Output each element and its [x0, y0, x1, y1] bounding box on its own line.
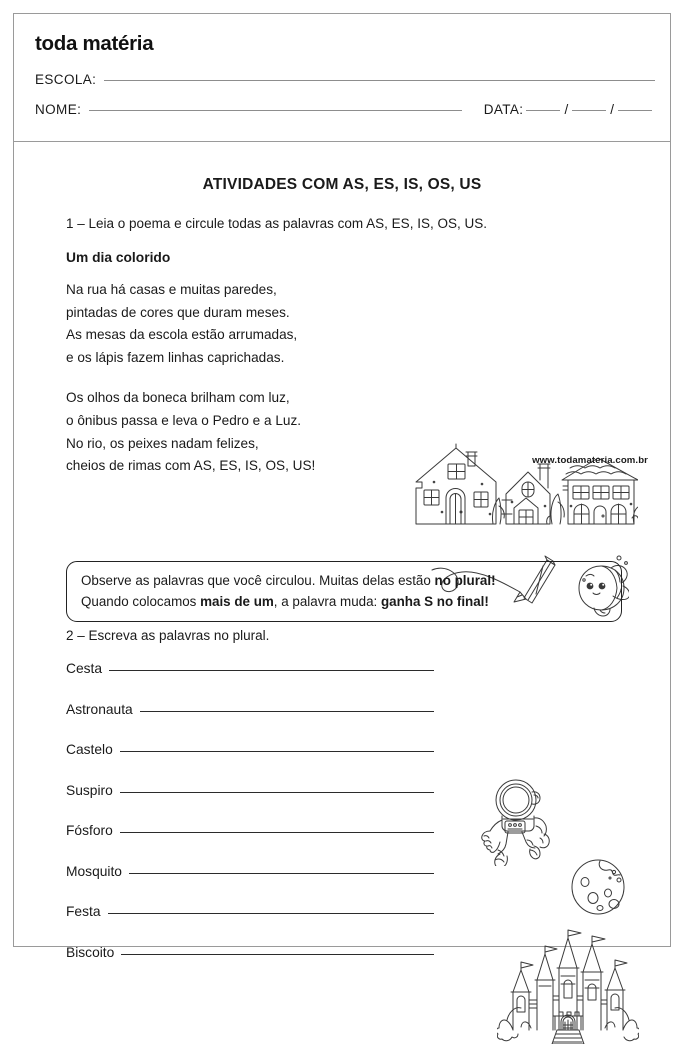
name-label: NOME:	[35, 102, 82, 117]
brand-logo: toda matéria	[35, 32, 154, 55]
date-year-input[interactable]	[618, 109, 652, 111]
note-line-1	[81, 570, 607, 591]
answer-input-line[interactable]	[120, 791, 434, 793]
name-input-line[interactable]	[89, 109, 461, 111]
answer-row	[66, 864, 434, 905]
answer-row	[66, 945, 434, 986]
note-text: Observe as palavras que você circulou. Muitas delas estão	[81, 573, 435, 588]
answer-input-line[interactable]	[108, 912, 434, 914]
note-bold: ganha S no final!	[380, 594, 489, 609]
worksheet-content	[14, 176, 670, 960]
date-separator-1: /	[564, 102, 569, 117]
answer-input-line[interactable]	[120, 750, 434, 752]
note-bold: mais de um	[200, 594, 274, 609]
note-line-2	[81, 591, 607, 612]
moon-illustration	[570, 858, 626, 916]
page-title: ATIVIDADES COM AS, ES, IS, OS, US	[202, 176, 482, 193]
school-label: ESCOLA:	[35, 72, 97, 87]
castle-illustration	[497, 924, 639, 1044]
answer-word: Suspiro	[66, 782, 113, 798]
answer-word: Festa	[66, 904, 101, 919]
poem-title: Um dia colorido	[66, 250, 171, 265]
exercise-1-instruction: 1 – Leia o poema e circule todas as palavras com AS, ES, IS, OS, US.	[66, 216, 487, 231]
houses-illustration	[412, 432, 638, 532]
poem-line: cheios de rimas com AS, ES, IS, OS, US!	[66, 458, 316, 474]
note-bold: no plural!	[434, 573, 496, 588]
answer-input-line[interactable]	[121, 953, 434, 955]
date-separator-2: /	[610, 102, 614, 117]
poem-line: Na rua há casas e muitas paredes,	[66, 282, 277, 297]
poem-line: No rio, os peixes nadam felizes,	[66, 435, 259, 451]
school-input-line[interactable]	[104, 79, 655, 81]
answer-word: Astronauta	[66, 701, 133, 717]
date-month-input[interactable]	[572, 109, 606, 111]
name-field-row	[35, 102, 655, 117]
footer-url: www.todamateria.com.br	[532, 454, 648, 466]
answer-row	[66, 742, 434, 783]
exercise-2-answer-list	[66, 661, 434, 985]
worksheet-page	[13, 13, 671, 960]
answer-row	[66, 702, 434, 743]
answer-row	[66, 904, 434, 945]
poem-line: As mesas da escola estão arrumadas,	[66, 327, 298, 343]
answer-word: Cesta	[66, 661, 103, 676]
note-text: Quando colocamos	[81, 594, 201, 609]
answer-word: Fósforo	[66, 823, 113, 838]
answer-input-line[interactable]	[140, 710, 434, 712]
poem-line: Os olhos da boneca brilham com luz,	[66, 390, 290, 406]
poem-line: o ônibus passa e leva o Pedro e a Luz.	[66, 412, 302, 428]
answer-input-line[interactable]	[109, 669, 434, 671]
answer-input-line[interactable]	[120, 831, 434, 833]
answer-word: Castelo	[66, 742, 113, 757]
date-label: DATA:	[483, 102, 524, 117]
astronaut-illustration	[476, 776, 562, 866]
answer-row	[66, 661, 434, 702]
school-field-row	[35, 72, 655, 87]
note-callout-box	[66, 561, 622, 622]
poem-line: pintadas de cores que duram meses.	[66, 304, 290, 320]
answer-row	[66, 823, 434, 864]
answer-word: Biscoito	[66, 944, 115, 960]
note-text: , a palavra muda:	[273, 594, 381, 609]
answer-word: Mosquito	[66, 863, 122, 879]
answer-row	[66, 783, 434, 824]
answer-input-line[interactable]	[129, 872, 434, 874]
exercise-2-instruction: 2 – Escreva as palavras no plural.	[66, 628, 270, 643]
poem-line: e os lápis fazem linhas caprichadas.	[66, 349, 285, 365]
page-header	[14, 14, 670, 142]
date-day-input[interactable]	[526, 109, 560, 111]
poem-stanza-1	[66, 279, 670, 369]
